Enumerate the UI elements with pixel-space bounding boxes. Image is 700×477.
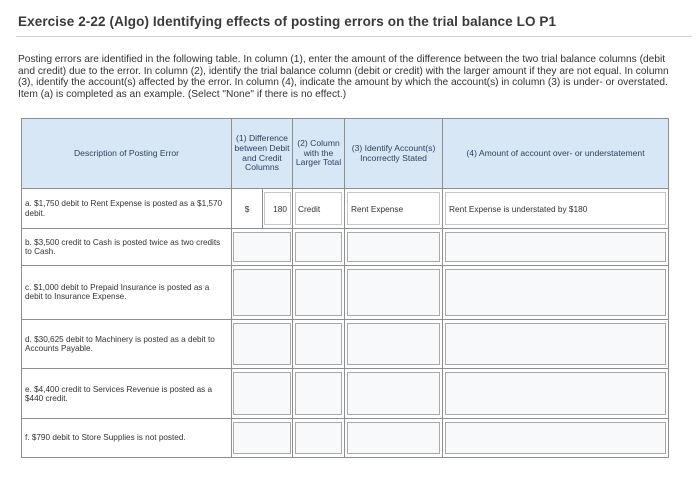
row-d-description: d. $30,625 debit to Machinery is posted as a debit to Accounts Payable. <box>22 319 232 369</box>
instructions-text: Posting errors are identified in the following table. In column (1), enter the amount of the difference between the two trial balance columns (debit and credit) due to the error. In column (2), identify the trial balance column (debit or credit) with the larger amount if they are not equal. In column (3), identify the account(s) affected by the error. In column (4), indicate the amount by which the account(s) in column (3) is under- or overstated. Item (a) is completed as an example. (Select "None" if there is no effect.) <box>18 54 669 100</box>
row-b-account-select[interactable] <box>347 232 440 262</box>
row-a-currency-symbol: $ <box>244 203 250 214</box>
exercise-title: Exercise 2-22 (Algo) Identifying effects of posting errors on the trial balance LO P1 <box>18 14 557 29</box>
row-b-larger-column-select[interactable] <box>295 232 342 262</box>
row-d-amount-input[interactable] <box>445 323 666 366</box>
row-e-amount-input[interactable] <box>445 372 666 415</box>
row-e-description: e. $4,400 credit to Services Revenue is posted as a $440 credit. <box>22 369 232 419</box>
header-accounts: (3) Identify Account(s) Incorrectly Stated <box>345 119 443 189</box>
header-larger-column: (2) Column with the Larger Total <box>293 119 345 189</box>
header-amount: (4) Amount of account over- or understatement <box>443 119 669 189</box>
row-e-larger-column-select[interactable] <box>295 372 342 415</box>
header-difference: (1) Difference between Debit and Credit Columns <box>232 119 293 189</box>
row-a-larger-column-select[interactable]: Credit <box>295 192 342 225</box>
row-f-account-select[interactable] <box>347 422 440 454</box>
table-row <box>22 189 669 229</box>
row-a-description: a. $1,750 debit to Rent Expense is posted as a $1,570 debit. <box>22 189 232 229</box>
row-c-difference-input[interactable] <box>233 269 291 316</box>
table-row <box>22 265 669 319</box>
row-b-difference-input[interactable] <box>233 232 291 262</box>
row-a-amount-input[interactable]: Rent Expense is understated by $180 <box>445 192 666 225</box>
row-f-larger-column-select[interactable] <box>295 422 342 454</box>
row-c-account-select[interactable] <box>347 269 440 316</box>
table-row <box>22 419 669 458</box>
header-description: Description of Posting Error <box>22 119 232 189</box>
row-d-larger-column-select[interactable] <box>295 323 342 366</box>
row-c-amount-input[interactable] <box>445 269 666 316</box>
row-d-difference-input[interactable] <box>233 323 291 366</box>
row-b-amount-input[interactable] <box>445 232 666 262</box>
row-f-difference-input[interactable] <box>233 422 291 454</box>
row-e-account-select[interactable] <box>347 372 440 415</box>
table-header-row <box>22 119 669 189</box>
row-a-difference-input[interactable]: 180 <box>264 192 291 225</box>
table-row <box>22 229 669 266</box>
row-c-larger-column-select[interactable] <box>295 269 342 316</box>
row-e-difference-input[interactable] <box>233 372 291 415</box>
row-f-amount-input[interactable] <box>445 422 666 454</box>
title-divider <box>16 36 692 37</box>
row-f-description: f. $790 debit to Store Supplies is not posted. <box>22 419 232 458</box>
row-c-description: c. $1,000 debit to Prepaid Insurance is posted as a debit to Insurance Expense. <box>22 265 232 319</box>
row-a-account-select[interactable]: Rent Expense <box>347 192 440 225</box>
row-d-account-select[interactable] <box>347 323 440 366</box>
table-row <box>22 369 669 419</box>
row-b-description: b. $3,500 credit to Cash is posted twice as two credits to Cash. <box>22 229 232 266</box>
table-row <box>22 319 669 369</box>
posting-errors-table <box>21 118 669 458</box>
